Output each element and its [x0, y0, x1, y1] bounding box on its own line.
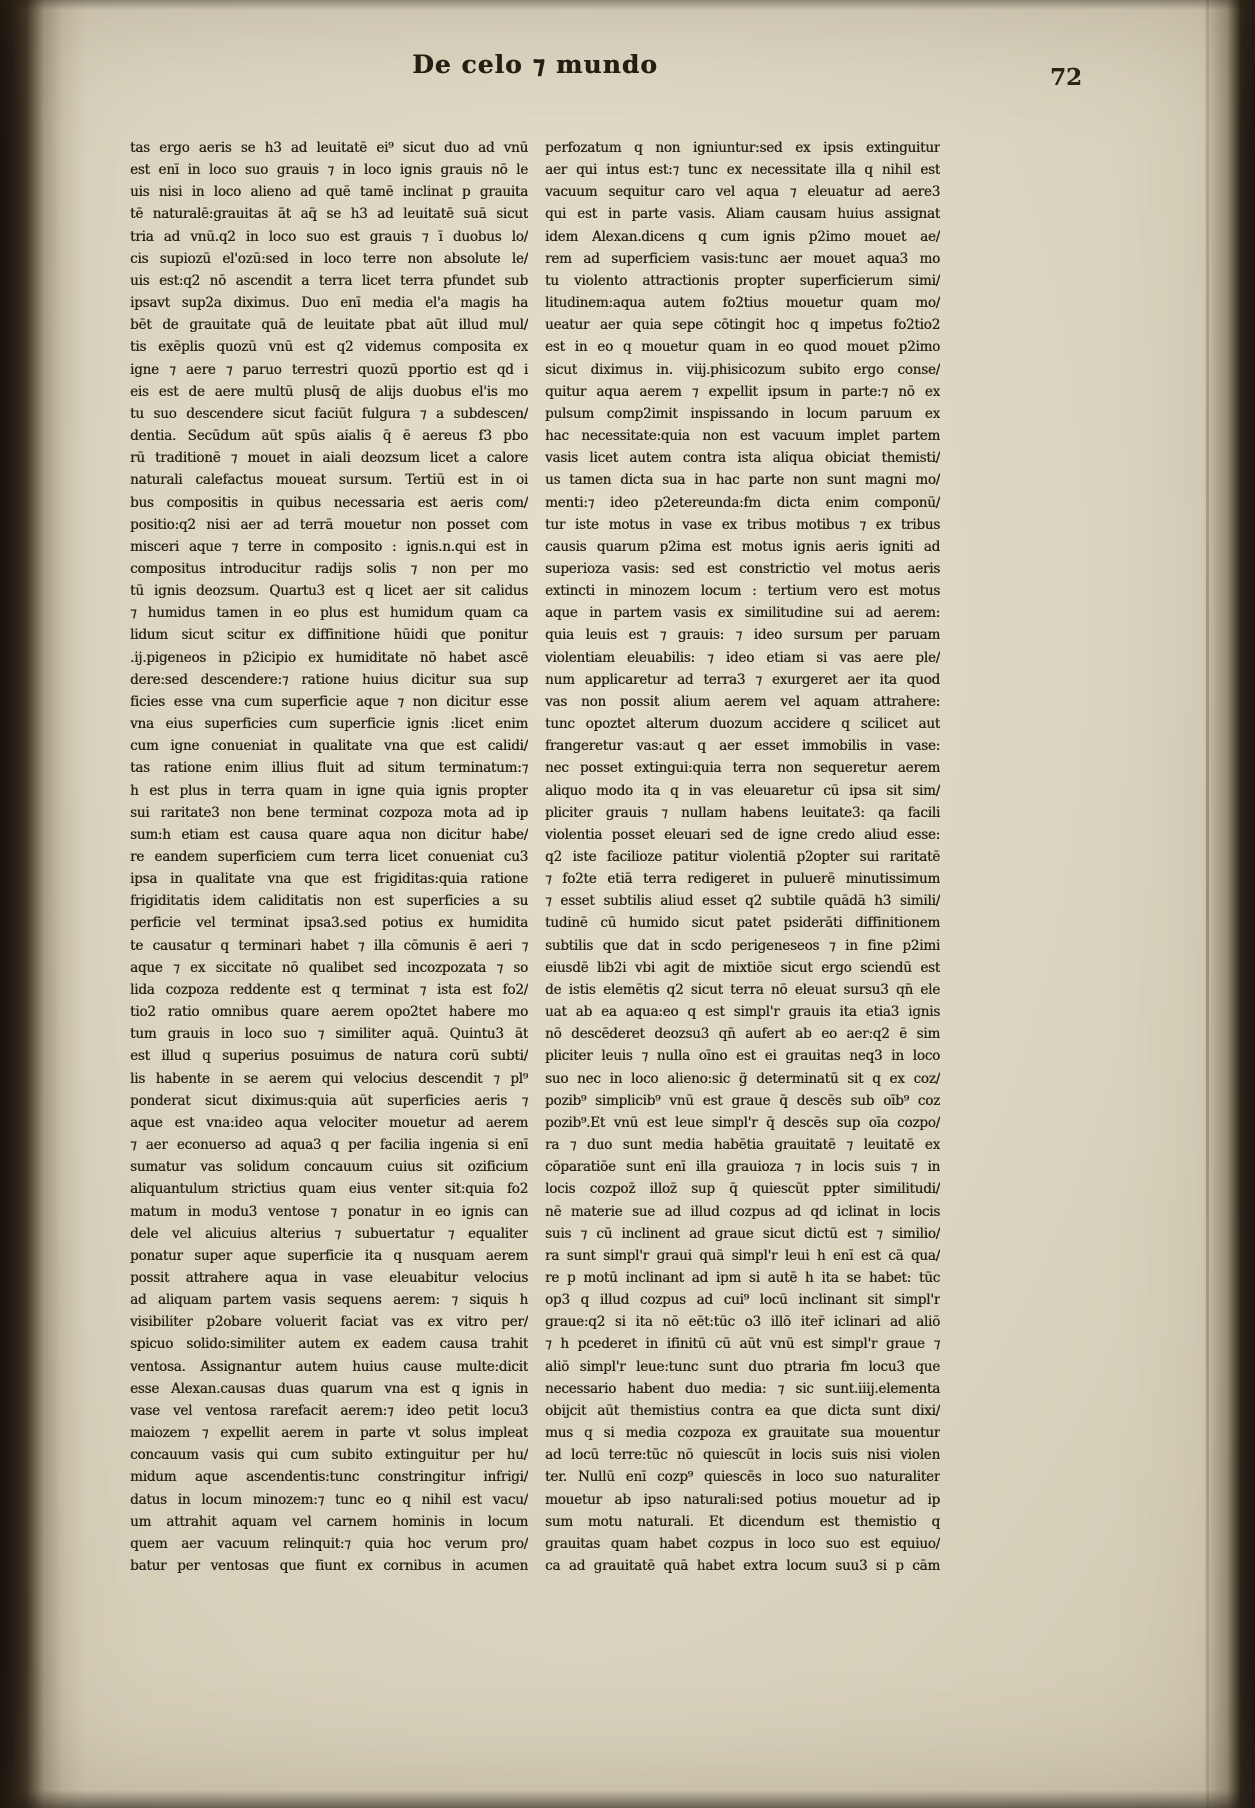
text-line: grauitas quam habet cozpus in loco suo est equiuo/	[545, 1535, 940, 1552]
text-line: ad locū terre:tūc nō quiescūt in locis suis nisi violen	[545, 1447, 940, 1464]
text-block	[130, 137, 940, 1577]
text-line: superioza vasis: sed est constrictio vel motus aeris	[545, 560, 940, 577]
text-line: uis est:q2 nō ascendit a terra licet terra pfundet sub	[130, 272, 528, 289]
text-line: sum:h etiam est causa quare aqua non dicitur habe/	[130, 826, 528, 843]
text-line: litudinem:aqua autem fo2tius mouetur quam mo/	[545, 295, 940, 312]
text-line: frangeretur vas:aut q aer esset immobilis in vase:	[545, 738, 940, 755]
text-line: visibiliter p2obare voluerit faciat vas ex vitro per/	[130, 1314, 528, 1331]
text-line: ra sunt simpl'r graui quā simpl'r leui h enī est cā qua/	[545, 1247, 940, 1264]
text-line: um attrahit aquam vel carnem hominis in locum	[130, 1513, 528, 1530]
text-column-left	[130, 137, 528, 1577]
text-line: maiozem ⁊ expellit aerem in parte vt solus impleat	[130, 1425, 528, 1442]
text-line: sum motu naturali. Et dicendum est themistio q	[545, 1513, 940, 1530]
text-line: aliquo modo ita q in vas eleuaretur cū ipsa sit sim/	[545, 782, 940, 799]
text-line: tū ignis deozsum. Quartu3 est q licet aer sit calidus	[130, 583, 528, 600]
text-line: menti:⁊ ideo p2etereunda:fm dicta enim componū/	[545, 494, 940, 511]
text-line: vas non possit alium aerem vel aquam attrahere:	[545, 693, 940, 710]
text-line: tas ratione enim illius fluit ad situm terminatum:⁊	[130, 760, 528, 777]
text-line: sui raritate3 non bene terminat cozpoza mota ad ip	[130, 804, 528, 821]
text-line: h est plus in terra quam in igne quia ignis propter	[130, 782, 528, 799]
text-line: violentia posset eleuari sed de igne credo aliud esse:	[545, 826, 940, 843]
text-line: concauum vasis qui cum subito extinguitur per hu/	[130, 1447, 528, 1464]
text-line: aliquantulum strictius quam eius venter sit:quia fo2	[130, 1181, 528, 1198]
text-line: datus in locum minozem:⁊ tunc eo q nihil est vacu/	[130, 1491, 528, 1508]
text-line: midum aque ascendentis:tunc constringitur infrigi/	[130, 1469, 528, 1486]
text-line: suis ⁊ cū inclinent ad graue sicut dictū est ⁊ similio/	[545, 1225, 940, 1242]
text-line: compositus introducitur radijs solis ⁊ non per mo	[130, 560, 528, 577]
text-line: te causatur q terminari habet ⁊ illa cōmunis ē aeri ⁊	[130, 937, 528, 954]
page-edge-bottom	[0, 1790, 1255, 1808]
text-line: possit attrahere aqua in vase eleuabitur velocius	[130, 1269, 528, 1286]
text-line: ipsavt sup2a diximus. Duo enī media el'a magis ha	[130, 295, 528, 312]
text-line: misceri aque ⁊ terre in composito : ignis.n.qui est in	[130, 538, 528, 555]
text-line: bēt de grauitate quā de leuitate pbat aūt illud mul/	[130, 317, 528, 334]
text-line: lis habente in se aerem qui velocius descendit ⁊ pl⁹	[130, 1070, 528, 1087]
text-line: locis cozpoz̄ illoz̄ sup q̄ quiescūt ppter similitudi/	[545, 1181, 940, 1198]
text-line: us tamen dicta sua in hac parte non sunt magni mo/	[545, 472, 940, 489]
text-line: pliciter leuis ⁊ nulla oīno est ei grauitas neq3 in loco	[545, 1048, 940, 1065]
text-line: de istis elemētis q2 sicut terra nō eleuat sursu3 qn̄ ele	[545, 981, 940, 998]
text-line: est in eo q mouetur quam in eo quod mouet p2imo	[545, 339, 940, 356]
text-line: dere:sed descendere:⁊ ratione huius dicitur sua sup	[130, 671, 528, 688]
text-line: tunc opoztet alterum duozum accidere q scilicet aut	[545, 716, 940, 733]
text-line: hac necessitate:quia non est vacuum implet partem	[545, 428, 940, 445]
text-line: nec posset extingui:quia terra non sequeretur aerem	[545, 760, 940, 777]
text-line: ⁊ humidus tamen in eo plus est humidum quam ca	[130, 605, 528, 622]
text-line: cis supiozū el'ozū:sed in loco terre non absolute le/	[130, 250, 528, 267]
text-line: ueatur aer quia sepe cōtingit hoc q impetus fo2tio2	[545, 317, 940, 334]
text-line: eiusdē lib2i vbi agit de mixtiōe sicut ergo sciendū est	[545, 959, 940, 976]
text-line: op3 q illud cozpus ad cui⁹ locū inclinant sit simpl'r	[545, 1292, 940, 1309]
text-column-right	[545, 137, 940, 1577]
text-line: batur per ventosas que fiunt ex cornibus in acumen	[130, 1558, 528, 1574]
text-line: violentiam eleuabilis: ⁊ ideo etiam si vas aere ple/	[545, 649, 940, 666]
text-line: rū traditionē ⁊ mouet in aiali deozsum licet a calore	[130, 450, 528, 467]
text-line: igne ⁊ aere ⁊ paruo terrestri quozū pportio est qd i	[130, 361, 528, 378]
text-line: esse Alexan.causas duas quarum vna est q ignis in	[130, 1380, 528, 1397]
text-line: ra ⁊ duo sunt media habētia grauitatē ⁊ leuitatē ex	[545, 1137, 940, 1154]
text-line: uis nisi in loco alieno ad quē tamē inclinat p grauita	[130, 184, 528, 201]
text-line: vasis licet autem contra ista aliqua obiciat themisti/	[545, 450, 940, 467]
text-line: ponatur super aque superficie ita q nusquam aerem	[130, 1247, 528, 1264]
text-line: pliciter grauis ⁊ nullam habens leuitate3: qa facili	[545, 804, 940, 821]
text-line: q2 iste facilioze patitur violentiā p2opter sui raritatē	[545, 849, 940, 865]
text-line: aliō simpl'r leue:tunc sunt duo ptraria fm locu3 que	[545, 1358, 940, 1375]
text-line: num applicaretur ad terra3 ⁊ exurgeret aer ita quod	[545, 671, 940, 688]
text-line: ad aliquam partem vasis sequens aerem: ⁊ siquis h	[130, 1292, 528, 1309]
text-line: nō descēderet deozsu3 qn̄ aufert ab eo aer:q2 ē sim	[545, 1026, 940, 1043]
running-header: De celo ⁊ mundo	[412, 50, 658, 79]
text-line: ⁊ fo2te etiā terra redigeret in puluerē minutissimum	[545, 871, 940, 888]
text-line: graue:q2 si ita nō eēt:tūc o3 illō iter̄ iclinari ad aliō	[545, 1314, 940, 1331]
text-line: sumatur vas solidum concauum cuius sit ozificium	[130, 1159, 528, 1176]
text-line: naturali calefactus moueat sursum. Tertiū est in oi	[130, 472, 528, 489]
text-line: idem Alexan.dicens q cum ignis p2imo mouet ae/	[545, 228, 940, 245]
text-line: ⁊ esset subtilis aliud esset q2 subtile quādā h3 simili/	[545, 893, 940, 910]
text-line: quem aer vacuum relinquit:⁊ quia hoc verum pro/	[130, 1535, 528, 1552]
text-line: positio:q2 nisi aer ad terrā mouetur non posset com	[130, 516, 528, 533]
text-line: causis quarum p2ima est motus ignis aeris igniti ad	[545, 538, 940, 555]
binding-gutter-shadow	[0, 0, 86, 1808]
text-line: bus compositis in quibus necessaria est aeris com/	[130, 494, 528, 511]
text-line: spicuo solido:similiter autem ex eadem causa trahit	[130, 1336, 528, 1353]
text-line: .ij.pigeneos in p2icipio ex humiditate nō habet ascē	[130, 649, 528, 666]
text-line: tur iste motus in vase ex tribus motibus ⁊ ex tribus	[545, 516, 940, 533]
text-line: mouetur ab ipso naturali:sed potius mouetur ad ip	[545, 1491, 940, 1508]
text-line: ter. Nullū enī cozp⁹ quiescēs in loco suo naturaliter	[545, 1469, 940, 1486]
text-line: extincti in minozem locum : tertium vero est motus	[545, 583, 940, 600]
text-line: tum grauis in loco suo ⁊ similiter aquā. Quintu3 āt	[130, 1026, 528, 1043]
text-line: perfozatum q non igniuntur:sed ex ipsis extinguitur	[545, 140, 940, 156]
text-line: subtilis que dat in scdo perigeneseos ⁊ in fine p2imi	[545, 937, 940, 954]
page-edge-top	[0, 0, 1255, 10]
text-line: tis exēplis quozū vnū est q2 videmus composita ex	[130, 339, 528, 356]
text-line: aque ⁊ ex siccitate nō qualibet sed incozpozata ⁊ so	[130, 959, 528, 976]
text-line: vna eius superficies cum superficie ignis :licet enim	[130, 716, 528, 733]
text-line: dele vel alicuius alterius ⁊ subuertatur ⁊ equaliter	[130, 1225, 528, 1242]
text-line: quia leuis est ⁊ grauis: ⁊ ideo sursum per paruam	[545, 627, 940, 644]
page-edge-crease	[1206, 0, 1209, 1808]
text-line: tio2 ratio omnibus quare aerem opo2tet habere mo	[130, 1004, 528, 1021]
text-line: tria ad vnū.q2 in loco suo est grauis ⁊ ī duobus lo/	[130, 228, 528, 245]
text-line: obijcit aūt themistius contra ea que dicta sunt dixi/	[545, 1402, 940, 1419]
text-line: aer qui intus est:⁊ tunc ex necessitate illa q nihil est	[545, 162, 940, 179]
text-line: pozib⁹ simplicib⁹ vnū est graue q̄ descēs sub oīb⁹ coz	[545, 1092, 940, 1109]
text-line: tu violento attractionis propter superficierum simi/	[545, 272, 940, 289]
text-line: quitur aqua aerem ⁊ expellit ipsum in parte:⁊ nō ex	[545, 383, 940, 400]
folio-number: 72	[1050, 64, 1083, 91]
text-line: vase vel ventosa rarefacit aerem:⁊ ideo petit locu3	[130, 1402, 528, 1419]
text-line: re eandem superficiem cum terra licet conueniat cu3	[130, 849, 528, 865]
text-line: frigiditatis idem caliditatis non est superficies a su	[130, 893, 528, 910]
text-line: aque est vna:ideo aqua velociter mouetur ad aerem	[130, 1114, 528, 1131]
text-line: aque in partem vasis ex similitudine sui ad aerem:	[545, 605, 940, 622]
text-line: tu suo descendere sicut faciūt fulgura ⁊ a subdescen/	[130, 405, 528, 422]
page-edge-right	[1203, 0, 1255, 1808]
text-line: uat ab ea aqua:eo q est simpl'r grauis ita etia3 ignis	[545, 1004, 940, 1021]
text-line: mus q si media cozpoza ex grauitate sua mouentur	[545, 1425, 940, 1442]
text-line: pulsum comp2imit inspissando in locum paruum ex	[545, 405, 940, 422]
text-line: qui est in parte vasis. Aliam causam huius assignat	[545, 206, 940, 223]
text-line: lidum sicut scitur ex diffinitione hūidi que ponitur	[130, 627, 528, 644]
text-line: rem ad superficiem vasis:tunc aer mouet aqua3 mo	[545, 250, 940, 267]
text-line: ⁊ h pcederet in ifinitū cū aūt vnū est simpl'r graue ⁊	[545, 1336, 940, 1353]
text-line: sicut diximus in. viij.phisicozum subito ergo conse/	[545, 361, 940, 378]
text-line: ventosa. Assignantur autem huius cause multe:dicit	[130, 1358, 528, 1375]
text-line: re p motū inclinant ad ipm si autē h ita se habet: tūc	[545, 1269, 940, 1286]
text-line: est enī in loco suo grauis ⁊ in loco ignis grauis nō le	[130, 162, 528, 179]
text-line: dentia. Secūdum aūt spūs aialis q̄ ē aereus f3 pbo	[130, 428, 528, 445]
text-line: est illud q superius posuimus de natura corū subti/	[130, 1048, 528, 1065]
text-line: perficie vel terminat ipsa3.sed potius ex humidita	[130, 915, 528, 932]
text-line: eis est de aere multū plusq̄ de alijs duobus el'is mo	[130, 383, 528, 400]
text-line: vacuum sequitur caro vel aqua ⁊ eleuatur ad aere3	[545, 184, 940, 201]
text-line: tas ergo aeris se h3 ad leuitatē ei⁹ sicut duo ad vnū	[130, 140, 528, 156]
text-line: ponderat sicut diximus:quia aūt superficies aeris ⁊	[130, 1092, 528, 1109]
text-line: tē naturalē:grauitas āt aq̄ se h3 ad leuitatē suā sicut	[130, 206, 528, 223]
text-line: pozib⁹.Et vnū est leue simpl'r q̄ descēs sup oīa cozpo/	[545, 1114, 940, 1131]
text-line: cum igne conueniat in qualitate vna que est calidi/	[130, 738, 528, 755]
text-line: lida cozpoza reddente est q terminat ⁊ ista est fo2/	[130, 981, 528, 998]
text-line: ipsa in qualitate vna que est frigiditas:quia ratione	[130, 871, 528, 888]
text-line: suo nec in loco alieno:sic g̈ determinatū sit q ex coz/	[545, 1070, 940, 1087]
text-line: cōparatiōe sunt enī illa grauioza ⁊ in locis suis ⁊ in	[545, 1159, 940, 1176]
text-line: nē materie sue ad illud cozpus ad qd iclinat in locis	[545, 1203, 940, 1220]
text-line: ⁊ aer econuerso ad aqua3 q per facilia ingenia si enī	[130, 1137, 528, 1154]
text-line: ficies esse vna cum superficie aque ⁊ non dicitur esse	[130, 693, 528, 710]
text-line: necessario habent duo media: ⁊ sic sunt.iiij.elementa	[545, 1380, 940, 1397]
text-line: ca ad grauitatē quā habet extra locum suu3 si p cām	[545, 1558, 940, 1574]
text-line: matum in modu3 ventose ⁊ ponatur in eo ignis can	[130, 1203, 528, 1220]
text-line: tudinē cū humido sicut patet psiderāti diffinitionem	[545, 915, 940, 932]
